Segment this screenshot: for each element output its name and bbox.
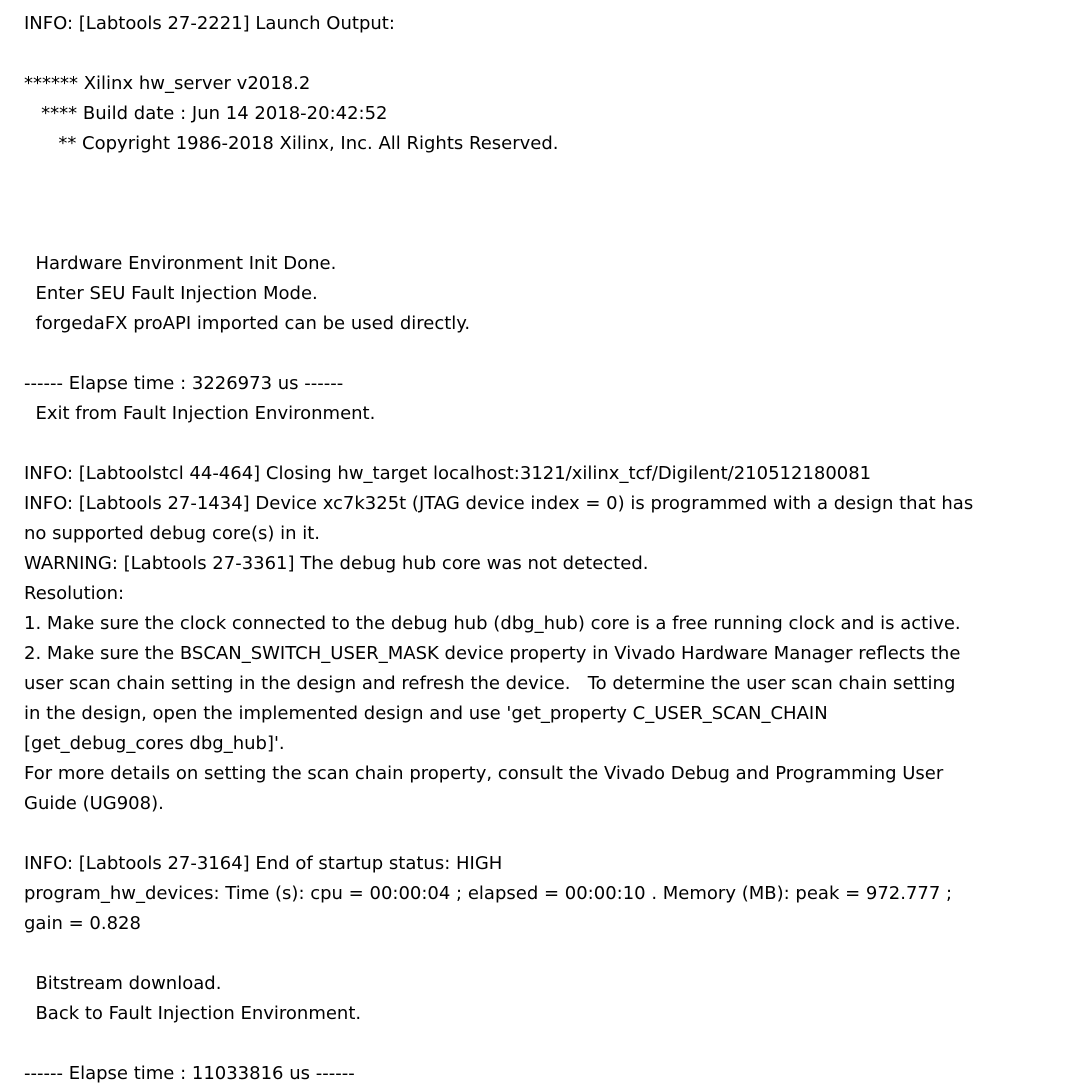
blank-line bbox=[24, 819, 1074, 849]
warning-debug-hub: WARNING: [Labtools 27-3361] The debug hub core was not detected. bbox=[24, 553, 649, 574]
enter-seu-mode: Enter SEU Fault Injection Mode. bbox=[24, 283, 318, 304]
exit-fault-injection: Exit from Fault Injection Environment. bbox=[24, 403, 376, 424]
resolution-step-2-cont: [get_debug_cores dbg_hub]'. bbox=[24, 733, 285, 754]
blank-line bbox=[24, 219, 1074, 249]
blank-line bbox=[24, 39, 1074, 69]
console-output[interactable] bbox=[24, 9, 1074, 1089]
bitstream-download: Bitstream download. bbox=[24, 973, 222, 994]
info-device-programmed-cont: no supported debug core(s) in it. bbox=[24, 523, 320, 544]
program-hw-devices-gain: gain = 0.828 bbox=[24, 913, 141, 934]
info-closing-target: INFO: [Labtoolstcl 44-464] Closing hw_target localhost:3121/xilinx_tcf/Digilent/210512180081 bbox=[24, 463, 872, 484]
copyright: ** Copyright 1986-2018 Xilinx, Inc. All Rights Reserved. bbox=[24, 133, 559, 154]
info-device-programmed: INFO: [Labtools 27-1434] Device xc7k325t (JTAG device index = 0) is programmed with a design that has bbox=[24, 493, 974, 514]
elapse-time-2: ------ Elapse time : 11033816 us ------ bbox=[24, 1063, 355, 1084]
api-imported: forgedaFX proAPI imported can be used directly. bbox=[24, 313, 471, 334]
elapse-time-1: ------ Elapse time : 3226973 us ------ bbox=[24, 373, 344, 394]
resolution-step-2-cont: in the design, open the implemented design and use 'get_property C_USER_SCAN_CHAIN bbox=[24, 703, 828, 724]
blank-line bbox=[24, 159, 1074, 189]
blank-line bbox=[24, 189, 1074, 219]
server-banner: ****** Xilinx hw_server v2018.2 bbox=[24, 73, 311, 94]
resolution-step-1: 1. Make sure the clock connected to the debug hub (dbg_hub) core is a free running clock and is active. bbox=[24, 613, 961, 634]
info-launch-output: INFO: [Labtools 27-2221] Launch Output: bbox=[24, 13, 395, 34]
resolution-heading: Resolution: bbox=[24, 583, 125, 604]
blank-line bbox=[24, 429, 1074, 459]
resolution-more-details-cont: Guide (UG908). bbox=[24, 793, 164, 814]
program-hw-devices-stats: program_hw_devices: Time (s): cpu = 00:00:04 ; elapsed = 00:00:10 . Memory (MB): peak = 972.777 ; bbox=[24, 883, 953, 904]
hw-env-init: Hardware Environment Init Done. bbox=[24, 253, 337, 274]
info-startup-status: INFO: [Labtools 27-3164] End of startup status: HIGH bbox=[24, 853, 503, 874]
resolution-step-2-cont: user scan chain setting in the design and refresh the device. To determine the user scan chain setting bbox=[24, 673, 956, 694]
blank-line bbox=[24, 939, 1074, 969]
blank-line bbox=[24, 339, 1074, 369]
build-date: **** Build date : Jun 14 2018-20:42:52 bbox=[24, 103, 388, 124]
resolution-step-2: 2. Make sure the BSCAN_SWITCH_USER_MASK device property in Vivado Hardware Manager reflects the bbox=[24, 643, 961, 664]
back-to-fault-injection: Back to Fault Injection Environment. bbox=[24, 1003, 362, 1024]
resolution-more-details: For more details on setting the scan chain property, consult the Vivado Debug and Programming User bbox=[24, 763, 944, 784]
